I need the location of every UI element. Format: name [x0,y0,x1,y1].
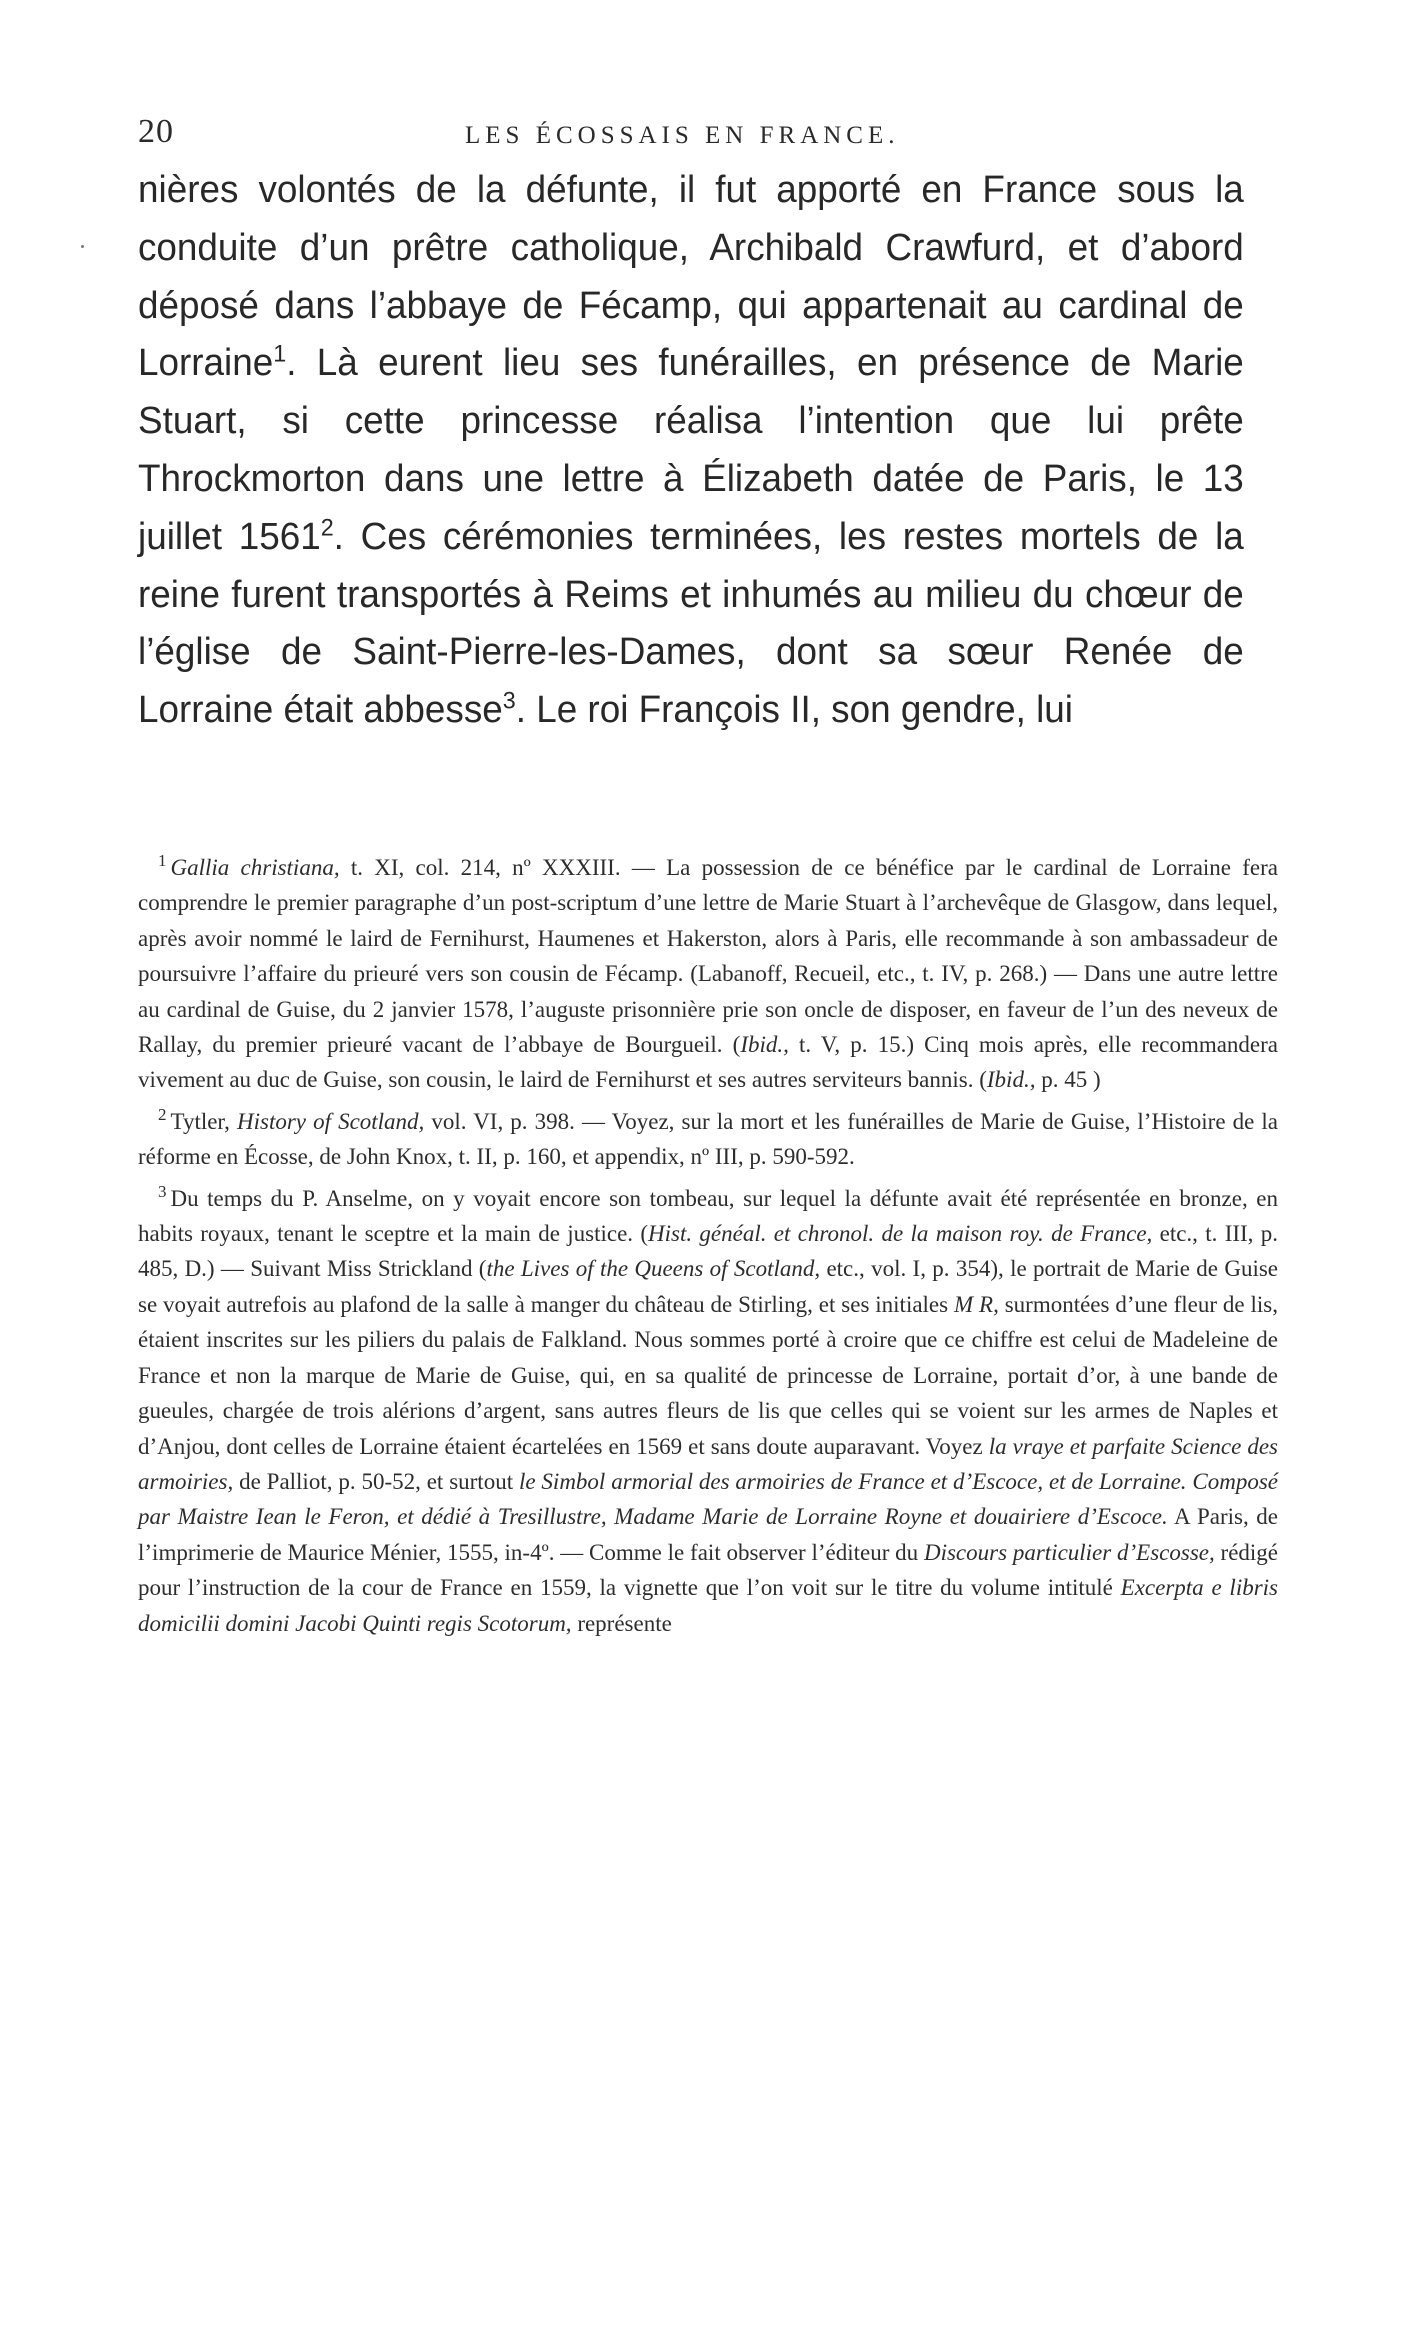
initials: M R, [953,1291,999,1317]
footnote-text: représente [571,1610,672,1636]
footnote-text: vol. VI, p. 398. — Voyez, sur la mort et les funérailles de Marie de Guise, l’Histoire de la réforme en Écosse, de John Knox, t. II, p. 160, et appendix, nº III, p. 590-592. [138,1108,1279,1170]
page-header [138,112,1278,162]
footnote-number: 1 [158,851,167,871]
body-text-segment: . Le roi François II, son gendre, lui [515,689,1073,732]
footnote-3 [138,1181,1278,1641]
running-title: LES ÉCOSSAIS EN FRANCE. [465,122,900,149]
work-title: Gallia christiana, [170,855,340,880]
footnote-2 [138,1104,1278,1175]
footnote-text: etc., t. III, p. 485, D.) — Suivant Miss Strickland ( [138,1221,1278,1282]
footnote-1 [138,850,1278,1098]
footnote-text: Du temps du P. Anselme, on y voyait encore son tombeau, sur lequel la défunte avait été représentée en bronze, en habits royaux, tenant le sceptre et la main de justice. ( [138,1185,1278,1247]
body-text-segment: . Là eurent lieu ses funérailles, en présence de Marie Stuart, si cette princesse réalisa l’intention que lui prête Throckmorton dans une lettre à Élizabeth datée de Paris, le 13 juillet 1561 [138,342,1244,558]
footnote-text: de Palliot, p. 50-52, et surtout [233,1468,519,1494]
footnote-number: 2 [158,1105,167,1125]
footnote-text: t. XI, col. 214, nº XXXIII. — La possession de ce bénéfice par le cardinal de Lorraine fera comprendre le premier paragraphe d’un post-scriptum d’une lettre de Marie Stuart à l’archevêque de Glasgow, dans lequel, après avoir nommé le laird de Fernihurst, Haumenes et Hakerston, alors à Paris, elle recommande à son ambassadeur de poursuivre l’affaire du prieuré vers son cousin de Fécamp. (Labanoff, Recueil, etc., t. IV, p. 268.) — Dans une autre lettre au cardinal de Guise, du 2 janvier 1578, l’auguste prisonnière prie son oncle de disposer, en faveur de l’un des neveux de Rallay, du premier prieuré vacant de l’abbaye de Bourgueil. ( [138,855,1279,1058]
work-title: le Simbol armorial des armoiries de France et d’Escoce, et de Lorraine. Composé par Maistre Iean le Feron, et dédié à Tresillustre, Madame Marie de Lorraine Royne et douairiere d’Escoce. [138,1468,1279,1530]
ibid-reference: Ibid., [986,1067,1036,1093]
footnote-text: p. 45 ) [1035,1067,1101,1093]
footnote-text: etc., vol. I, p. 354), le portrait de Marie de Guise se voyait autrefois au plafond de la salle à manger du château de Stirling, et ses initiales [138,1256,1278,1317]
scan-speck [81,245,84,248]
work-title: Hist. généal. et chronol. de la maison roy. de France, [648,1221,1153,1247]
footnote-text: rédigé pour l’instruction de la cour de France en 1559, la vignette que l’on voit sur le titre du volume intitulé [138,1539,1279,1601]
ibid-reference: Ibid., [740,1032,789,1058]
footnote-ref-3: 3 [502,687,516,715]
work-title: History of Scotland, [237,1108,425,1134]
footnote-ref-2: 2 [320,514,334,542]
footnote-ref-1: 1 [273,340,287,368]
work-title: la vraye et parfaite Science des armoiries, [138,1433,1278,1494]
footnotes [138,850,1278,1647]
work-title: the Lives of the Queens of Scotland, [486,1256,821,1282]
body-text-segment: . Ces cérémonies terminées, les restes mortels de la reine furent transportés à Reims et inhumés au milieu du chœur de l’église de Saint-Pierre-les-Dames, dont sa sœur Renée de Lorraine était abbesse [138,515,1244,732]
work-title: Excerpta e libris domicilii domini Jacobi Quinti regis Scotorum, [138,1575,1279,1636]
footnote-text: A Paris, de l’imprimerie de Maurice Ménier, 1555, in-4º. — Comme le fait observer l’éditeur du [138,1504,1279,1565]
body-paragraph [138,162,1244,740]
footnote-text: t. V, p. 15.) Cinq mois après, elle recommandera vivement au duc de Guise, son cousin, le laird de Fernihurst et ses autres serviteurs bannis. ( [138,1032,1279,1093]
footnote-author: Tytler, [170,1108,230,1134]
footnote-number: 3 [158,1182,167,1201]
body-text-segment: nières volontés de la défunte, il fut apporté en France sous la conduite d’un prêtre catholique, Archibald Crawfurd, et d’abord déposé dans l’abbaye de Fécamp, qui appartenait au cardinal de Lorraine [138,169,1244,385]
main-text [138,162,1244,740]
work-title: Discours particulier d’Escosse, [923,1539,1215,1565]
page-number: 20 [138,113,174,150]
footnote-text: surmontées d’une fleur de lis, étaient inscrites sur les piliers du palais de Falkland. Nous sommes porté à croire que ce chiffre est celui de Madeleine de France et non la marque de Marie de Guise, qui, en sa qualité de princesse de Lorraine, portait d’or, à une bande de gueules, chargée de trois alérions d’argent, sans autres fleurs de lis que celles qui se voient sur les armes de Naples et d’Anjou, dont celles de Lorraine étaient écartelées en 1569 et sans doute auparavant. Voyez [138,1291,1278,1459]
